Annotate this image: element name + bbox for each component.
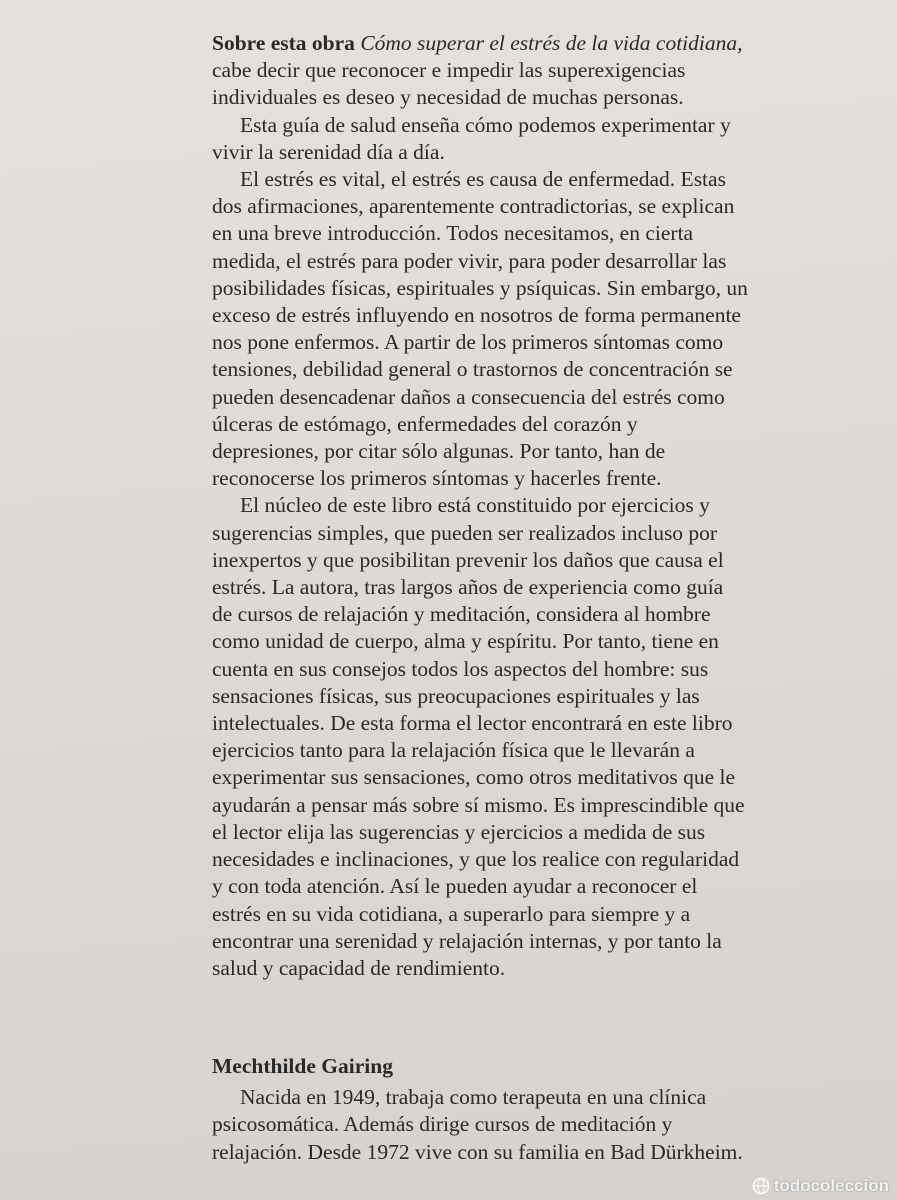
- paragraph-line: úlceras de estómago, enfermedades del corazón y: [212, 411, 638, 436]
- paragraph-line: en una breve introducción. Todos necesitamos, en cierta: [212, 221, 694, 246]
- paragraph-line: El núcleo de este libro está constituido por ejercicios y: [240, 493, 710, 518]
- intro-first-line: [212, 30, 852, 57]
- paragraph-line: el lector elija las sugerencias y ejercicios a medida de sus: [212, 819, 706, 844]
- paragraph-line: tensiones, debilidad general o trastornos de concentración se: [212, 357, 733, 382]
- paragraph-line: experimentar sus sensaciones, como otros meditativos que le: [212, 765, 736, 790]
- paragraph-line: salud y capacidad de rendimiento.: [212, 955, 506, 980]
- author-bio-line: psicosomática. Además dirige cursos de meditación y: [212, 1112, 673, 1137]
- paragraph-stress: [212, 166, 852, 492]
- paragraph-line: sugerencias simples, que pueden ser realizados incluso por: [212, 520, 718, 545]
- intro-line: individuales es deseo y necesidad de muchas personas.: [212, 85, 684, 110]
- paragraph-line: reconocerse los primeros síntomas y hacerles frente.: [212, 466, 662, 491]
- author-name: Mechthilde Gairing: [212, 1054, 393, 1078]
- paragraph-line: estrés en su vida cotidiana, a superarlo para siempre y a: [212, 901, 691, 926]
- paragraph-line: El estrés es vital, el estrés es causa de enfermedad. Estas: [240, 167, 726, 192]
- author-bio-line: relajación. Desde 1972 vive con su familia en Bad Dürkheim.: [212, 1139, 743, 1164]
- paragraph-line: estrés. La autora, tras largos años de experiencia como guía: [212, 575, 724, 600]
- paragraph-line: cuenta en sus consejos todos los aspectos del hombre: sus: [212, 656, 709, 681]
- paragraph-line: sensaciones físicas, sus preocupaciones espirituales y las: [212, 683, 700, 708]
- watermark-text: todocoleccion: [773, 1176, 889, 1195]
- book-description: [212, 30, 852, 982]
- author-bio-line: Nacida en 1949, trabaja como terapeuta en una clínica: [240, 1085, 707, 1110]
- paragraph-line: intelectuales. De esta forma el lector encontrará en este libro: [212, 711, 733, 736]
- paragraph-line: nos pone enfermos. A partir de los primeros síntomas como: [212, 330, 724, 355]
- paragraph-line: inexpertos y que posibilitan prevenir los daños que causa el: [212, 547, 724, 572]
- paragraph-line: Esta guía de salud enseña cómo podemos experimentar y: [240, 112, 731, 137]
- paragraph-line: posibilidades físicas, espirituales y psíquicas. Sin embargo, un: [212, 275, 748, 300]
- author-section: [212, 1053, 852, 1166]
- author-bio: [212, 1084, 852, 1166]
- paragraph-line: medida, el estrés para poder vivir, para poder desarrollar las: [212, 248, 727, 273]
- paragraph-line: encontrar una serenidad y relajación internas, y por tanto la: [212, 928, 722, 953]
- paragraph-line: necesidades e inclinaciones, y que los realice con regularidad: [212, 847, 740, 872]
- globe-icon: [752, 1177, 770, 1195]
- paragraph-line: vivir la serenidad día a día.: [212, 139, 445, 164]
- paragraph-serenity: [212, 112, 852, 166]
- paragraph-line: ejercicios tanto para la relajación física que le llevarán a: [212, 738, 695, 763]
- paragraph-line: y con toda atención. Así le pueden ayudar a reconocer el: [212, 874, 698, 899]
- paragraph-core: [212, 492, 852, 982]
- intro-bold-lead: Sobre esta obra: [212, 31, 355, 55]
- paragraph-line: como unidad de cuerpo, alma y espíritu. Por tanto, tiene en: [212, 629, 719, 654]
- paragraph-line: de cursos de relajación y meditación, considera al hombre: [212, 602, 711, 627]
- paragraph-line: dos afirmaciones, aparentemente contradictorias, se explican: [212, 194, 735, 219]
- paragraph-line: ayudarán a pensar más sobre sí mismo. Es imprescindible que: [212, 792, 745, 817]
- paragraph-line: pueden desencadenar daños a consecuencia del estrés como: [212, 384, 725, 409]
- paragraph-line: exceso de estrés influyendo en nosotros de forma permanente: [212, 303, 741, 328]
- watermark: [752, 1176, 889, 1196]
- paragraph-line: depresiones, por citar sólo algunas. Por tanto, han de: [212, 439, 666, 464]
- intro-line: cabe decir que reconocer e impedir las superexigencias: [212, 58, 686, 83]
- intro-paragraph: [212, 30, 852, 112]
- book-title-italic: Cómo superar el estrés de la vida cotidiana,: [360, 31, 743, 55]
